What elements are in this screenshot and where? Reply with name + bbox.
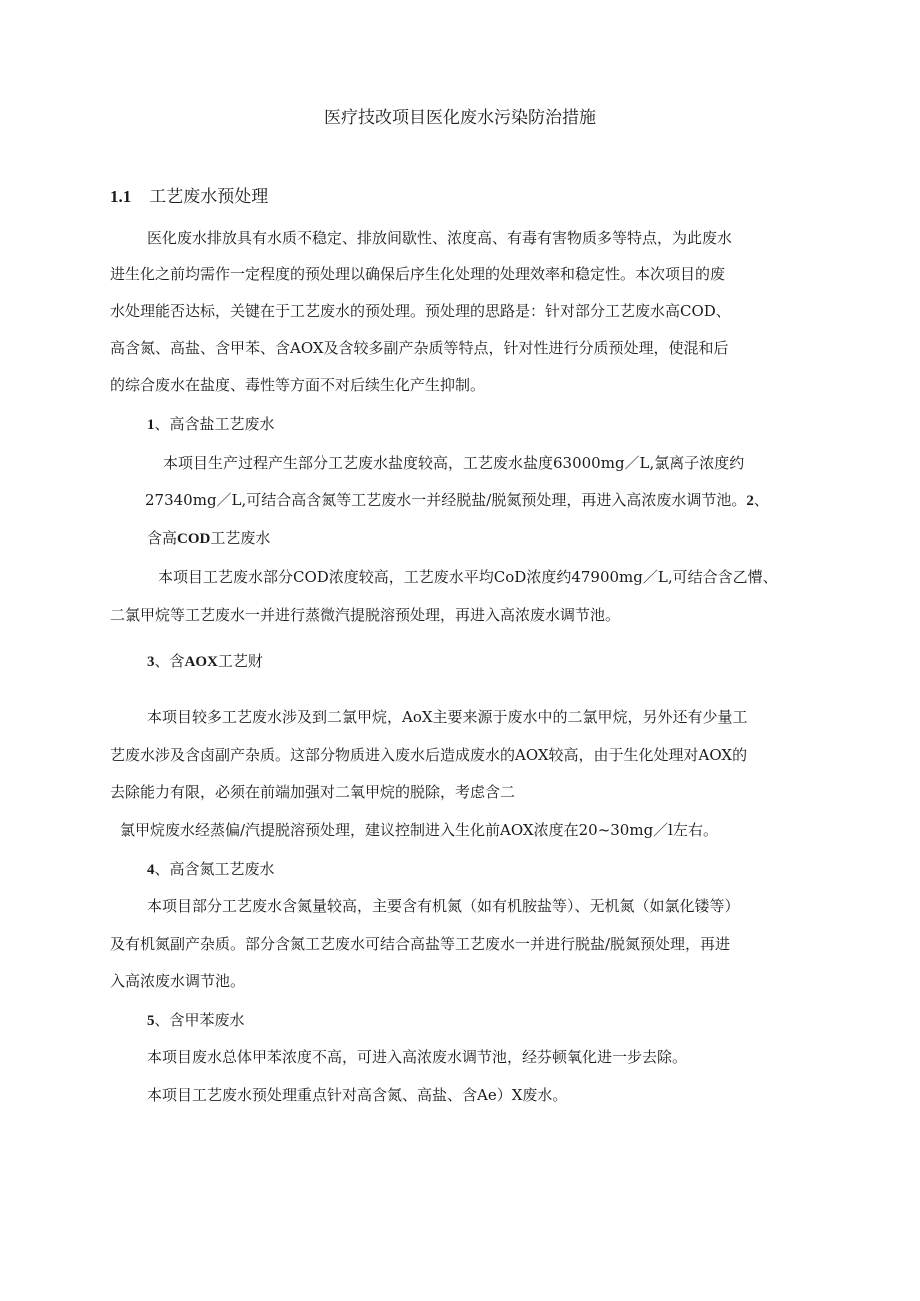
section-heading	[110, 182, 268, 207]
subheading-1-label: 、高含盐工艺废水	[154, 415, 275, 433]
page-title: 医疗技改项目医化废水污染防治措施	[324, 108, 596, 128]
subheading-2-suffix: 工艺废水	[210, 529, 271, 547]
subheading-2-number: 2	[746, 493, 754, 509]
subheading-2-separator: 、	[753, 491, 769, 509]
sub3-line: 去除能力有限，必须在前端加强对二氧甲烷的脱除，考虑含二	[110, 783, 516, 801]
sub5-line: 本项目工艺废水预处理重点针对高含氮、高盐、含Ae）X废水。	[147, 1086, 568, 1104]
subheading-1-number: 1	[147, 417, 155, 433]
intro-line: 水处理能否达标，关键在于工艺废水的预处理。预处理的思路是：针对部分工艺废水高COD、	[110, 302, 731, 320]
intro-line: 进生化之前均需作一定程度的预处理以确保后序生化处理的处理效率和稳定性。本次项目的废	[110, 265, 726, 283]
subheading-3-latin: AOX	[184, 654, 218, 670]
subheading-5-label: 、含甲苯废水	[154, 1011, 245, 1029]
subheading-3	[147, 651, 263, 672]
sub4-line: 及有机氮副产杂质。部分含氮工艺废水可结合高盐等工艺废水一并进行脱盐/脱氮预处理，再进	[110, 935, 731, 953]
subheading-4-number: 4	[147, 862, 155, 878]
section-heading-text: 工艺废水预处理	[149, 187, 269, 207]
sub1-line: 本项目生产过程产生部分工艺废水盐度较高，工艺废水盐度63000mg／L,氯离子浓度约	[163, 454, 745, 472]
subheading-2-prefix: 含高	[147, 529, 178, 547]
sub2-line: 二氯甲烷等工艺废水一并进行蒸微汽提脱溶预处理，再进入高浓废水调节池。	[110, 606, 621, 624]
sub1-line: 27340mg／L,可结合高含氮等工艺废水一并经脱盐/脱氮预处理，再进入高浓废水调节池。	[145, 491, 747, 509]
subheading-5-number: 5	[147, 1013, 155, 1029]
sub2-line: 本项目工艺废水部分COD浓度较高，工艺废水平均CoD浓度约47900mg／L,可结合含乙懵、	[158, 568, 778, 586]
subheading-2	[147, 528, 270, 549]
sub1-line-with-tail	[145, 490, 769, 511]
sub3-line: 本项目较多工艺废水涉及到二氯甲烷，AoX主要来源于废水中的二氯甲烷，另外还有少量工	[147, 708, 748, 726]
sub5-line: 本项目废水总体甲苯浓度不高，可进入高浓废水调节池，经芬顿氧化进一步去除。	[147, 1048, 688, 1066]
subheading-3-suffix: 工艺财	[217, 652, 263, 670]
intro-line: 高含氮、高盐、含甲苯、含AOX及含较多副产杂质等特点，针对性进行分质预处理，使混和后	[110, 339, 729, 357]
subheading-4-label: 、高含氮工艺废水	[154, 860, 275, 878]
sub3-line: 氯甲烷废水经蒸偏/汽提脱溶预处理，建议控制进入生化前AOX浓度在20~30mg／l左右。	[120, 821, 718, 839]
section-number: 1.1	[110, 187, 132, 206]
intro-line: 医化废水排放具有水质不稳定、排放间歇性、浓度高、有毒有害物质多等特点，为此废水	[147, 229, 733, 247]
sub4-line: 入高浓废水调节池。	[110, 972, 246, 990]
sub3-line: 艺废水涉及含卤副产杂质。这部分物质进入废水后造成废水的AOX较高，由于生化处理对AOX的	[110, 746, 748, 764]
subheading-5	[147, 1010, 245, 1031]
subheading-4	[147, 859, 275, 880]
sub4-line: 本项目部分工艺废水含氮量较高，主要含有机氮（如有机胺盐等）、无机氮（如氯化镂等）	[147, 897, 740, 915]
subheading-3-prefix: 、含	[154, 652, 185, 670]
subheading-1	[147, 414, 275, 435]
subheading-2-latin: COD	[177, 531, 211, 547]
intro-line: 的综合废水在盐度、毒性等方面不对后续生化产生抑制。	[110, 376, 486, 394]
subheading-3-number: 3	[147, 654, 155, 670]
